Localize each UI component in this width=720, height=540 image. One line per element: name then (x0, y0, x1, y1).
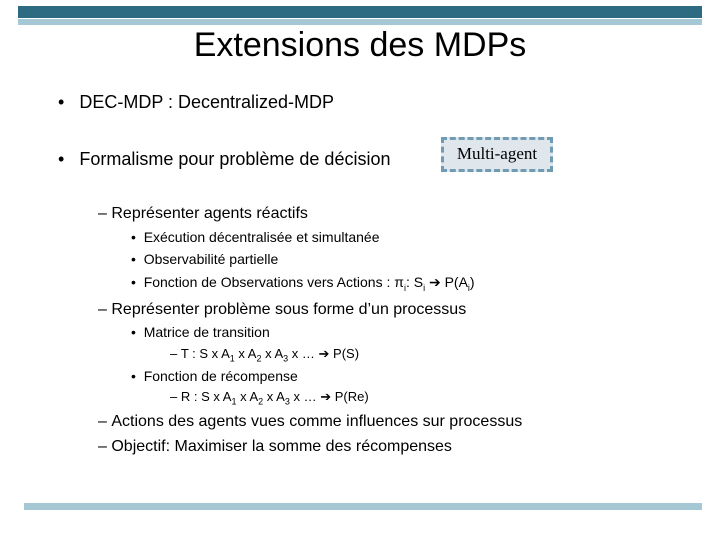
formula-prefix: T : S x A (180, 346, 230, 361)
subscript-i: i (403, 282, 406, 293)
item-execution-text: Exécution décentralisée et simultanée (143, 229, 380, 245)
item-fonction-observations (131, 273, 475, 297)
subscript-2: 2 (256, 353, 262, 364)
bullet-dec-mdp-text: DEC-MDP : Decentralized-MDP (79, 92, 335, 112)
formula-recompense (170, 389, 369, 410)
subscript-1: 1 (231, 396, 237, 407)
formula-transition (170, 346, 359, 367)
bottom-decor-bar (24, 503, 702, 510)
formula-mid: x A (263, 389, 285, 404)
formula-mid: x A (234, 346, 257, 361)
sub-representer-probleme-text: Représenter problème sous forme d’un processus (111, 301, 467, 318)
dash-marker: – (170, 346, 178, 361)
item-execution (131, 228, 380, 246)
item-matrice (131, 323, 270, 341)
bullet-dec-mdp (58, 91, 334, 113)
formula-mid: x A (261, 346, 284, 361)
formula-mid: x A (236, 389, 259, 404)
bullet-marker: • (131, 368, 136, 384)
subscript-3: 3 (284, 396, 290, 407)
arrow-icon: ➔ (428, 274, 441, 290)
item-recompense (131, 367, 298, 385)
subscript-3: 3 (283, 353, 289, 364)
bullet-formalisme-text: Formalisme pour problème de décision (79, 149, 391, 169)
item-recompense-text: Fonction de récompense (143, 368, 298, 384)
close-paren: ) (469, 274, 475, 290)
item-observabilite-text: Observabilité partielle (143, 251, 279, 267)
bullet-marker: • (131, 251, 136, 267)
sub-actions (98, 412, 522, 432)
subscript-i: i (467, 282, 470, 293)
item-matrice-text: Matrice de transition (143, 324, 270, 340)
p-a-text: P(A (444, 274, 468, 290)
pi-symbol: π (394, 274, 404, 290)
formula-result: P(Re) (331, 389, 369, 404)
multi-agent-box: Multi-agent (441, 137, 553, 172)
bullet-marker: • (131, 274, 136, 290)
sub-actions-text: Actions des agents vues comme influences sur processus (111, 413, 523, 430)
bullet-marker: • (131, 324, 136, 340)
dash-marker: – (98, 205, 107, 222)
arrow-icon: ➔ (320, 389, 332, 404)
subscript-1: 1 (229, 353, 235, 364)
dash-marker: – (98, 438, 107, 455)
subscript-2: 2 (258, 396, 264, 407)
sub-objectif-text: Objectif: Maximiser la somme des récompenses (111, 438, 452, 455)
item-observabilite (131, 250, 278, 268)
subscript-i: i (423, 282, 426, 293)
dash-marker: – (98, 301, 107, 318)
formula-result: P(S) (329, 346, 360, 361)
fonction-observations-text: Fonction de Observations vers Actions : (143, 274, 395, 290)
bullet-formalisme (58, 148, 390, 170)
formula-tail: x … (288, 346, 315, 361)
dash-marker: – (170, 389, 178, 404)
sub-representer-agents (98, 204, 308, 224)
sub-representer-probleme (98, 300, 466, 320)
arrow-icon: ➔ (318, 346, 330, 361)
colon-s-text: : S (405, 274, 424, 290)
sub-representer-agents-text: Représenter agents réactifs (111, 205, 308, 222)
bullet-marker: • (131, 229, 136, 245)
bullet-marker: • (58, 149, 65, 169)
dash-marker: – (98, 413, 107, 430)
sub-objectif (98, 437, 452, 457)
slide-title: Extensions des MDPs (193, 26, 527, 64)
bullet-marker: • (58, 92, 65, 112)
formula-prefix: R : S x A (180, 389, 232, 404)
top-decor-bar (18, 6, 702, 18)
formula-tail: x … (289, 389, 317, 404)
